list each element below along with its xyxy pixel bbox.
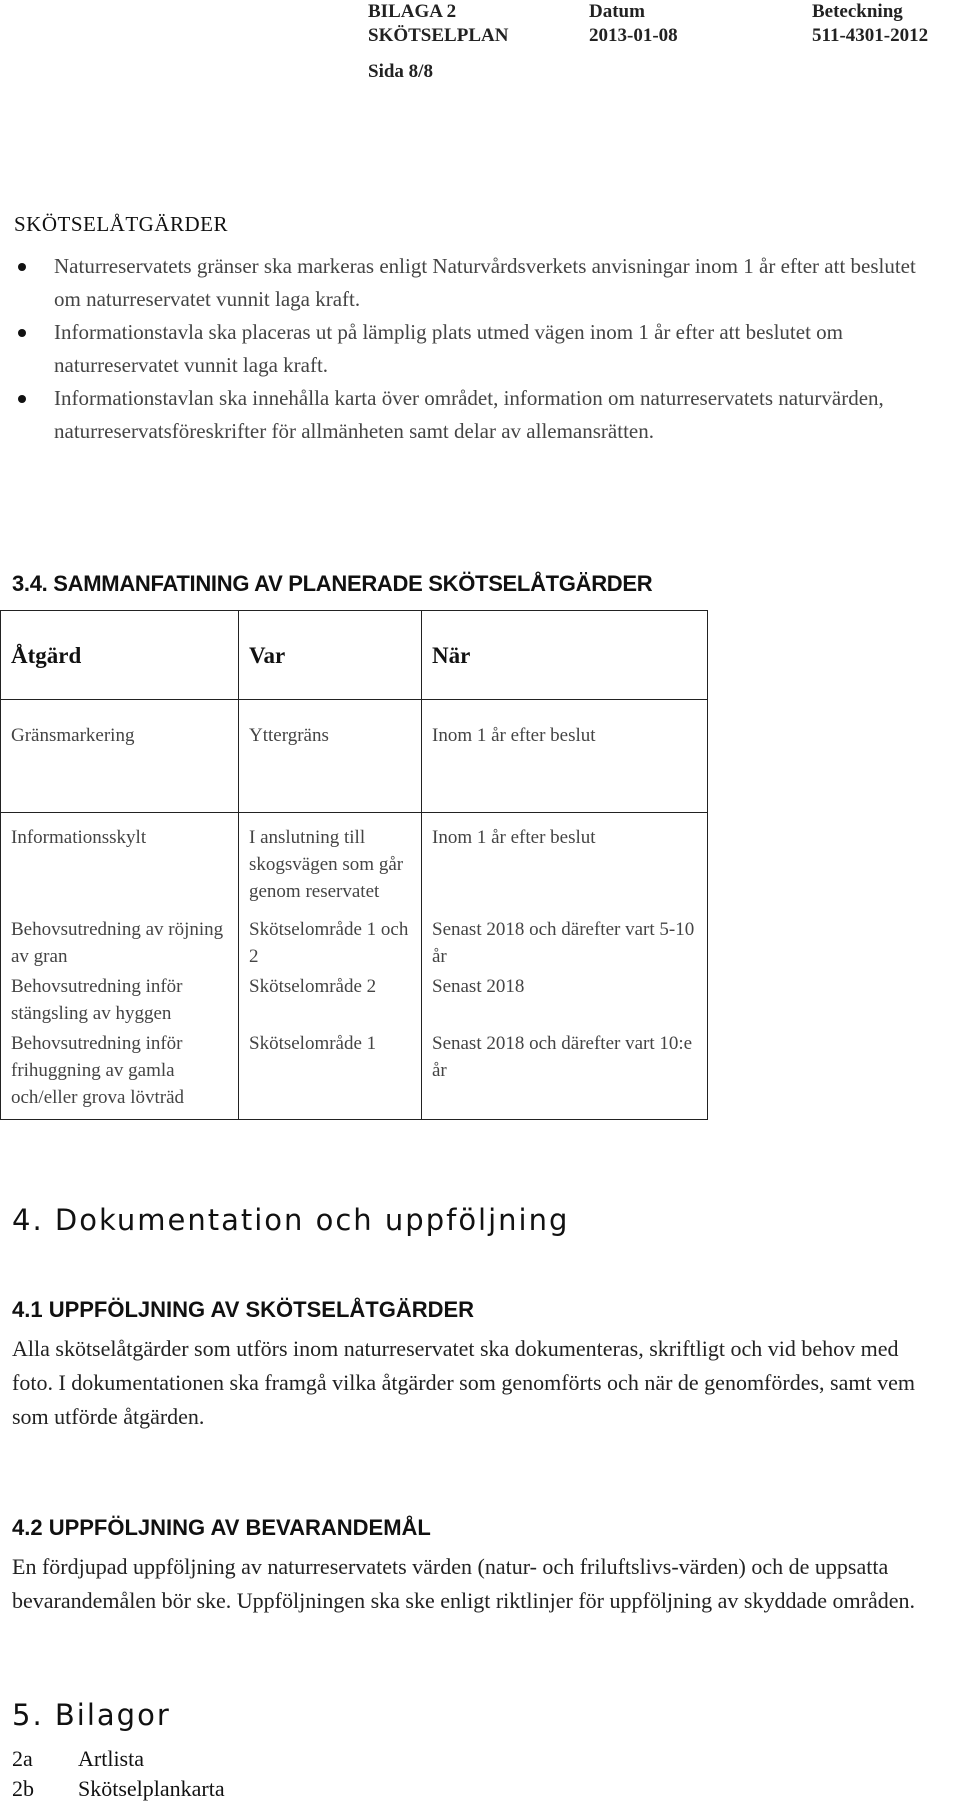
appendix-number: 2a — [12, 1746, 33, 1771]
table-cell: Gränsmarkering — [1, 700, 239, 813]
header-attachment-label: BILAGA 2 — [368, 1, 457, 22]
column-header-where: Var — [239, 611, 422, 700]
table-header-row — [1, 611, 708, 700]
table-cell: Skötselområde 1 — [239, 1027, 422, 1120]
list-item: Naturreservatets gränser ska markeras enligt Naturvårdsverkets anvisningar inom 1 år efter att beslutet om naturreservatet vunnit laga kraft. — [54, 250, 934, 316]
header-document-type — [368, 0, 508, 48]
appendix-number: 2b — [12, 1776, 34, 1801]
header-plan-label: SKÖTSELPLAN — [368, 25, 509, 46]
table-cell: Senast 2018 och därefter vart 5-10 år — [422, 914, 708, 970]
list-item: Informationstavlan ska innehålla karta över området, information om naturreservatets naturvärden, naturreservatsföreskrifter för allmänheten samt delar av allemansrätten. — [54, 382, 934, 448]
measures-title: SKÖTSELÅTGÄRDER — [14, 212, 229, 236]
table-cell: Yttergräns — [239, 700, 422, 813]
appendix-label: Artlista — [78, 1746, 144, 1771]
table-cell: Senast 2018 — [422, 970, 708, 1027]
measures-list — [54, 250, 934, 448]
column-header-action: Åtgärd — [1, 611, 239, 700]
appendix-label: Skötselplankarta — [78, 1776, 225, 1801]
table-cell: Inom 1 år efter beslut — [422, 700, 708, 813]
header-date — [589, 0, 678, 48]
header-reference-value: 511-4301-2012 — [812, 25, 929, 46]
section-4-1-text: Alla skötselåtgärder som utförs inom naturreservatet ska dokumenteras, skriftligt och vid behov med foto. I dokumentationen ska framgå vilka åtgärder som genomförts och när de genomfördes, samt vem som utförde åtgärden. — [12, 1336, 915, 1429]
table-cell: Behovsutredning inför frihuggning av gamla och/eller grova lövträd — [1, 1027, 239, 1120]
section-4-1-heading: 4.1 UPPFÖLJNING AV SKÖTSELÅTGÄRDER — [12, 1297, 475, 1322]
section-4-heading: 4. Dokumentation och uppföljning — [12, 1203, 570, 1237]
table-cell: Informationsskylt — [1, 813, 239, 915]
table-cell: Skötselområde 2 — [239, 970, 422, 1027]
table-row — [1, 813, 708, 915]
table-row — [1, 1027, 708, 1120]
table-row — [1, 700, 708, 813]
table-cell: Behovsutredning inför stängsling av hyggen — [1, 970, 239, 1027]
column-header-when: När — [422, 611, 708, 700]
list-item — [12, 1744, 144, 1774]
table-cell: Senast 2018 och därefter vart 10:e år — [422, 1027, 708, 1120]
table-row — [1, 914, 708, 970]
header-reference — [812, 0, 928, 48]
section-4-2-heading: 4.2 UPPFÖLJNING AV BEVARANDEMÅL — [12, 1515, 431, 1540]
section-4-2-text: En fördjupad uppföljning av naturreservatets värden (natur- och friluftslivs-värden) och de uppsatta bevarandemålen bör ske. Uppföljningen ska ske enligt riktlinjer för uppföljning av skyddade områden. — [12, 1554, 915, 1613]
table-cell: I anslutning till skogsvägen som går genom reservatet — [239, 813, 422, 915]
summary-table — [0, 610, 708, 1120]
table-cell: Inom 1 år efter beslut — [422, 813, 708, 915]
header-date-label: Datum — [589, 1, 645, 22]
summary-heading: 3.4. SAMMANFATINING AV PLANERADE SKÖTSELÅTGÄRDER — [12, 571, 653, 596]
table-cell: Behovsutredning av röjning av gran — [1, 914, 239, 970]
list-item — [12, 1774, 225, 1804]
section-5-heading: 5. Bilagor — [12, 1698, 171, 1732]
table-cell: Skötselområde 1 och 2 — [239, 914, 422, 970]
list-item: Informationstavla ska placeras ut på lämplig plats utmed vägen inom 1 år efter att beslutet om naturreservatet vunnit laga kraft. — [54, 316, 934, 382]
header-date-value: 2013-01-08 — [589, 25, 678, 46]
table-row — [1, 970, 708, 1027]
header-reference-label: Beteckning — [812, 1, 903, 22]
page-number: Sida 8/8 — [368, 61, 433, 82]
